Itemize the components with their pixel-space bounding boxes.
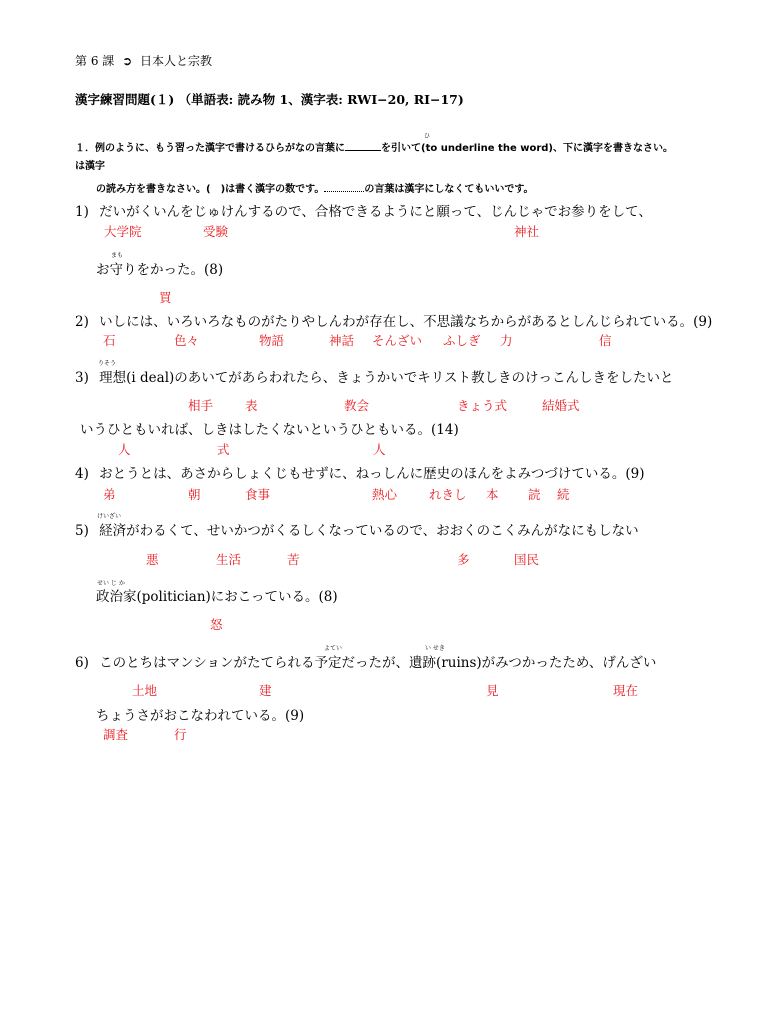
ruby-risou: りそう [98,360,117,367]
answer: 人 [373,442,386,457]
answer: 現在 [613,683,639,698]
answer: 苦 [287,552,300,567]
question-text: おとうとは、あさからしょくじもせずに、ねっしんに歴史のほんをよみつづけている。(9) [99,466,645,482]
answer: 弟 [103,487,116,502]
dotted-sample [324,181,364,192]
question-text: 理想(i deal)のあいてがあらわれたら、きょうかいでキリスト教しきのけっこんしきをしたいと [99,370,674,386]
answer: 式 [217,442,230,457]
answer: 信 [599,333,612,348]
answer: 神社 [514,224,540,239]
underline-sample [345,140,381,151]
question-6 [75,651,656,671]
answer: 朝 [188,487,201,502]
instructions-line-1 [75,139,673,154]
answer: 相手 [188,398,214,413]
ruby-mamo: まも [111,252,124,259]
question-text: いしには、いろいろなものがたりやしんわが存在し、不思議なちからがあるとしんじられている。(9) [99,314,713,330]
answer: 力 [500,333,513,348]
answer: 建 [259,683,272,698]
arrow-icon: ➲ [122,54,133,68]
ruby-keizai: けいざい [97,513,122,520]
page-title: 漢字練習問題(１) （単語表: 読み物 1、漢字表: RWI−20, RI−17) [75,92,464,107]
question-number: 1) [75,204,89,220]
question-number: 4) [75,466,89,482]
question-text: 政治家(politician)におこっている。(8) [96,589,338,605]
answer: 神話 [329,333,355,348]
question-number: 6) [75,655,89,671]
lesson-header [75,52,212,69]
answer: 生活 [216,552,242,567]
instruction-text: の言葉は漢字にしなくてもいいです。 [364,184,534,195]
question-1 [75,200,652,220]
ruby-iseki: い せき [425,645,445,652]
answer: 本 [486,487,499,502]
answer: ふしぎ [443,333,481,348]
ruby-yotei: よてい [324,645,343,652]
answer: きょう式 [457,398,508,413]
answer: 悪 [146,552,159,567]
answer: 読 [528,487,541,502]
question-number: 2) [75,314,89,330]
lesson-number: 第 6 課 [75,54,115,68]
instruction-text: の読み方を書きなさい。( )は書く漢字の数です。 [96,184,325,195]
ruby-hiku: ひ [424,133,431,140]
question-5 [75,519,639,539]
answer: 食事 [245,487,271,502]
question-2 [75,310,712,330]
instructions-line-3 [96,180,534,195]
answer: 買 [159,290,172,305]
answer: 物語 [259,333,285,348]
answer: 国民 [514,552,540,567]
question-number: 3) [75,370,89,386]
instruction-text: を引いて(to underline the word)、下に漢字を書きなさい。 [381,143,673,154]
answer: 見 [486,683,499,698]
question-text: お守りをかった。(8) [96,262,224,278]
answer: 怒 [210,617,223,632]
answer: 熱心 [372,487,398,502]
question-text: このとちはマンションがたてられる予定だったが、遺跡(ruins)がみつかったため、げんざい [99,655,657,671]
question-4 [75,462,645,482]
question-text: だいがくいんをじゅけんするので、合格できるようにと願って、じんじゃでお参りをして、 [99,204,652,220]
answer: 教会 [344,398,370,413]
answer: 石 [103,333,116,348]
answer: 表 [245,398,258,413]
answer: 多 [457,552,470,567]
ruby-seijika: せい じ か [97,580,125,587]
answer: 大学院 [104,224,142,239]
answer: れきし [429,487,467,502]
lesson-topic: 日本人と宗教 [139,54,212,68]
answer: 色々 [174,333,200,348]
answer: 受験 [203,224,229,239]
answer: 人 [118,442,131,457]
question-number: 5) [75,523,89,539]
answer: 調査 [103,727,129,742]
question-text: いうひともいれば、しきはしたくないというひともいる。(14) [80,422,459,438]
instructions-line-2: は漢字 [75,161,105,172]
answer: そんざい [372,333,423,348]
question-3 [75,366,674,386]
question-text: ちょうさがおこなわれている。(9) [96,708,305,724]
instruction-text: １．例のように、もう習った漢字で書けるひらがなの言葉に [75,143,345,154]
question-text: 経済がわるくて、せいかつがくるしくなっているので、おおくのこくみんがなにもしない [99,523,639,539]
answer: 続 [557,487,570,502]
answer: 行 [174,727,187,742]
answer: 結婚式 [542,398,580,413]
answer: 土地 [132,683,158,698]
